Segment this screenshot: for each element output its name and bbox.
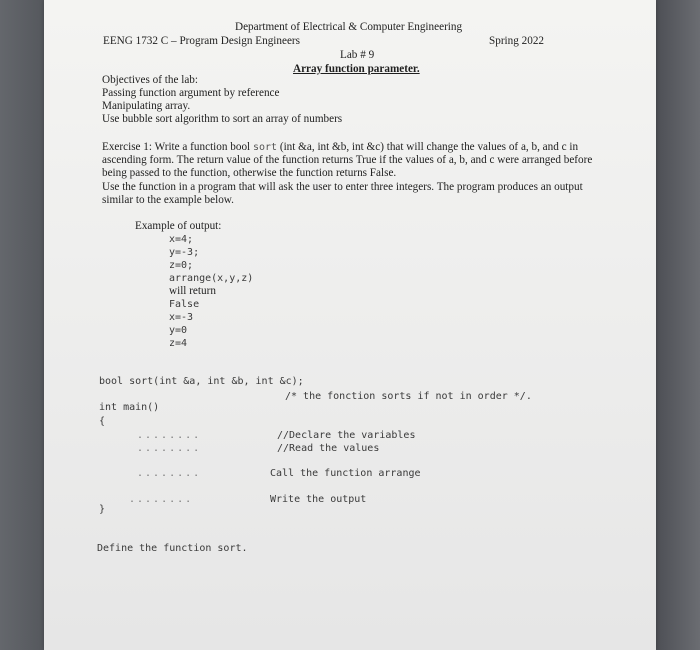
- code-declare-comment: //Declare the variables: [277, 430, 416, 441]
- example-result: y=0: [169, 325, 188, 336]
- objective-item: Passing function argument by reference: [102, 87, 280, 99]
- code-read-comment: //Read the values: [277, 443, 380, 454]
- exercise-line-4: Use the function in a program that will ask the user to enter three integers. The program produces an output: [102, 181, 583, 193]
- code-prototype: bool sort(int &a, int &b, int &c);: [99, 376, 304, 387]
- exercise-label: Exercise 1: [102, 141, 149, 153]
- term: Spring 2022: [489, 35, 545, 47]
- code-placeholder-dots: ........: [137, 443, 202, 454]
- code-close-brace: }: [99, 504, 106, 515]
- example-line: z=0;: [169, 260, 194, 271]
- exercise-inline-code: sort: [252, 142, 278, 153]
- course-title: EENG 1732 C – Program Design Engineers: [103, 35, 300, 47]
- code-placeholder-dots: ........: [129, 494, 194, 505]
- code-open-brace: {: [99, 416, 106, 427]
- exercise-line-2: ascending form. The return value of the function returns True if the values of a, b, and c were arranged before: [102, 154, 593, 166]
- example-line: arrange(x,y,z): [169, 273, 254, 284]
- exercise-line-1: [102, 141, 578, 154]
- objectives-heading: Objectives of the lab:: [102, 74, 198, 86]
- example-result: x=-3: [169, 312, 194, 323]
- example-will-return: will return: [169, 285, 216, 297]
- code-main: int main(): [99, 402, 160, 413]
- objective-item: Manipulating array.: [102, 100, 191, 112]
- code-placeholder-dots: ........: [137, 468, 202, 479]
- example-result: z=4: [169, 338, 188, 349]
- example-result: False: [169, 299, 200, 310]
- exercise-text-rest: (int &a, int &b, int &c) that will change the values of a, b, and c in: [277, 141, 579, 153]
- exercise-text: : Write a function bool: [148, 141, 253, 153]
- lab-number: Lab # 9: [340, 49, 375, 61]
- department-title: Department of Electrical & Computer Engineering: [235, 21, 463, 33]
- code-comment: /* the fonction sorts if not in order */.: [285, 391, 532, 402]
- example-heading: Example of output:: [135, 220, 222, 232]
- code-define-note: Define the function sort.: [97, 543, 248, 554]
- example-line: y=-3;: [169, 247, 200, 258]
- document-page: [44, 0, 656, 650]
- example-line: x=4;: [169, 234, 194, 245]
- background-right: [656, 0, 700, 650]
- background-left: [0, 0, 44, 650]
- objective-item: Use bubble sort algorithm to sort an array of numbers: [102, 113, 343, 125]
- exercise-line-5: similar to the example below.: [102, 194, 234, 206]
- code-call-step: Call the function arrange: [270, 468, 421, 479]
- lab-title: Array function parameter.: [293, 63, 420, 75]
- exercise-line-3: being passed to the function, otherwise the function returns False.: [102, 167, 397, 179]
- code-placeholder-dots: ........: [137, 430, 202, 441]
- code-write-step: Write the output: [270, 494, 367, 505]
